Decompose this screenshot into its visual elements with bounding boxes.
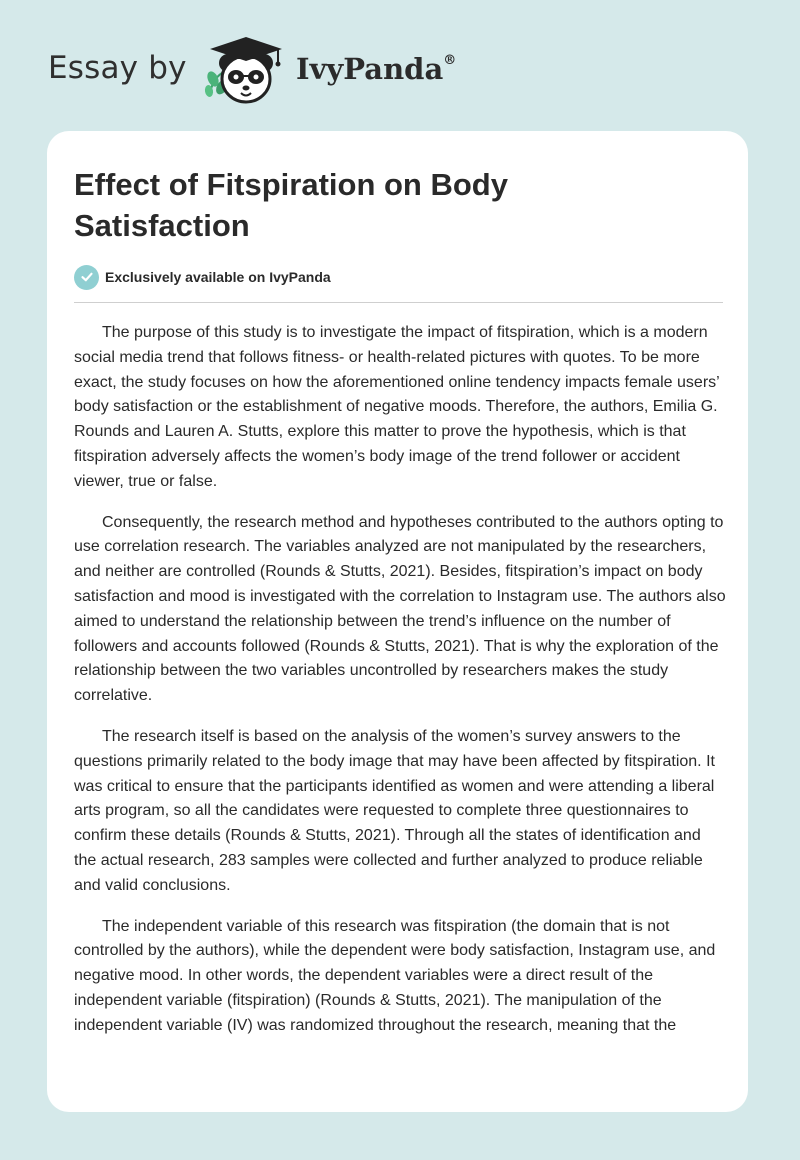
essay-by-label: Essay by <box>48 50 187 86</box>
exclusive-badge <box>74 264 331 290</box>
paragraph: The research itself is based on the analysis of the women’s survey answers to the questions primarily related to the body image that may have been affected by fitspiration. It was critical to ensure that the participants identified as women and were attending a liberal arts program, so all the candidates were requested to complete three questionnaires to confirm these details (Rounds & Stutts, 2021). Through all the states of identification and the actual research, 283 samples were collected and further analyzed to produce reliable and valid conclusions. <box>74 727 715 894</box>
site-header <box>0 0 800 130</box>
exclusive-label: Exclusively available on IvyPanda <box>105 269 331 285</box>
divider <box>74 302 723 303</box>
essay-title: Effect of Fitspiration on Body Satisfaction <box>74 167 508 243</box>
essay-card <box>47 131 748 1112</box>
registered-mark: ® <box>443 53 457 69</box>
paragraph: The purpose of this study is to investigate the impact of fitspiration, which is a modern social media trend that follows fitness- or health-related pictures with quotes. To be more exact, the study focuses on how the aforementioned online tendency impacts female users’ body satisfaction or the establishment of negative moods. Therefore, the authors, Emilia G. Rounds and Lauren A. Stutts, explore this matter to prove the hypothesis, which is that fitspiration adversely affects the women’s body image of the trend follower or accident viewer, true or false. <box>74 324 720 490</box>
brand-text: IvyPanda <box>296 52 444 86</box>
check-icon <box>74 265 99 290</box>
panda-graduate-icon[interactable] <box>200 33 292 109</box>
essay-body <box>74 321 727 1055</box>
paragraph: Consequently, the research method and hypotheses contributed to the authors opting to use correlation research. The variables analyzed are not manipulated by the researchers, and neither are controlled (Rounds & Stutts, 2021). Besides, fitspiration’s impact on body satisfaction and mood is investigated with the correlation to Instagram use. The authors also aimed to understand the relationship between the trend’s influence on the number of followers and accounts followed (Rounds & Stutts, 2021). That is why the exploration of the relationship between the two variables uncontrolled by researchers makes the study correlative. <box>74 513 726 705</box>
brand-name[interactable] <box>296 52 456 86</box>
paragraph: The independent variable of this research was fitspiration (the domain that is not controlled by the authors), while the dependent were body satisfaction, Instagram use, and negative mood. In other words, the dependent variables were a direct result of the independent variable (fitspiration) (Rounds & Stutts, 2021). The manipulation of the independent variable (IV) was randomized throughout the research, meaning that the <box>74 917 716 1034</box>
